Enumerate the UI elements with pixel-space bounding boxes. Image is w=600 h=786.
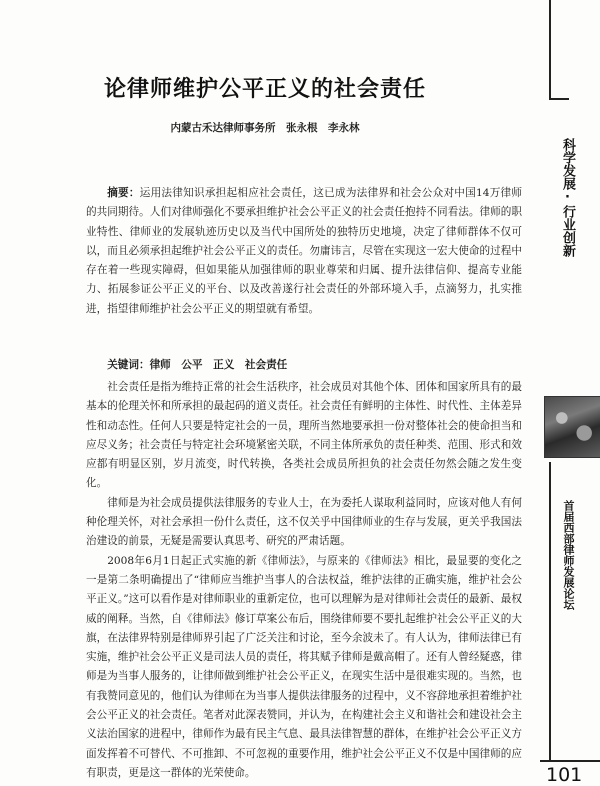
abstract	[86, 184, 522, 319]
article-body	[86, 378, 522, 783]
abstract-text: 运用法律知识承担起相应社会责任，这已成为法律界和社会公众对中国14万律师的共同期待。人们对律师强化不要承担维护社会公平正义的社会责任抱持不同看法。律师的职业特性、律师业的发展轨迹历史以及当代中国所处的独特历史地境，决定了律师群体不仅可以，而且必须承担起维护社会公平正义的责任。勿庸讳言，尽管在实现这一宏大使命的过程中存在着一些现实障碍，但如果能从加强律师的职业尊荣和归属、提升法律信仰、提高专业能力、拓展参证公平正义的平台、以及改善遂行社会责任的外部环境入手，点滴努力，扎实推进，指望律师维护社会公平正义的期望就有希望。	[86, 187, 522, 315]
article-authors: 内蒙古禾达律师事务所 张永根 李永林	[170, 122, 360, 134]
keywords-label: 关键词：	[107, 359, 150, 371]
abstract-label: 摘要：	[107, 187, 140, 199]
page-number-rule	[540, 760, 600, 762]
keywords-text: 律师 公平 正义 社会责任	[149, 359, 288, 371]
sidebar-photo	[544, 396, 600, 458]
body-paragraph-1: 社会责任是指为维持正常的社会生活秩序，社会成员对其他个体、团体和国家所具有的最基本的伦理关怀和所承担的最起码的道义责任。社会责任有鲜明的主体性、时代性、主体差异性和动态性。任何人只要是特定社会的一员，理所当然地要承担一份对整体社会的使命担当和应尽义务；社会责任与特定社会环境紧密关联，不同主体所承负的责任种类、范围、形式和效应都有明显区别，岁月流变，时代转换，各类社会成员所担负的社会责任勿然会随之发生变化。	[86, 381, 522, 490]
body-paragraph-3: 2008年6月1日起正式实施的新《律师法》，与原来的《律师法》相比，最显要的变化之一是第二条明确提出了“律师应当维护当事人的合法权益，维护法律的正确实施，维护社会公平正义。”这可以看作是对律师职业的重新定位，也可以理解为是对律师社会责任的最新、最权威的阐释。当然，自《律师法》修订草案公布后，围绕律师要不要扎起维护社会公平正义的大旗，在法律界特别是律师界引起了广泛关注和讨论，至今余波未了。有人认为，律师法律已有实施，维护社会公平正义是司法人员的责任，将其赋予律师是戴高帽了。还有人曾经疑惑，律师是为当事人服务的，让律师做到维护社会公平正义，在现实生活中是很难实现的。当然，也有我赞同意见的，他们认为律师在为当事人提供法律服务的过程中，义不容辞地承担着维护社会公平正义的社会责任。笔者对此深表赞同，并认为，在构建社会主义和谐社会和建设社会主义法治国家的进程中，律师作为最有民主气息、最具法律智慧的群体，在维护社会公平正义方面发挥着不可替代、不可推卸、不可忽视的重要作用，维护社会公平正义不仅是中国律师的应有职责，更是这一群体的光荣使命。	[86, 554, 522, 779]
page-number: 101	[546, 764, 583, 786]
article-title: 论律师维护公平正义的社会责任	[103, 77, 426, 102]
sidebar-rule-top-short	[549, 98, 569, 100]
sidebar-rule-middle	[549, 462, 551, 762]
body-paragraph-2: 律师是为社会成员提供法律服务的专业人士，在为委托人谋取利益同时，应该对他人有何种伦理关怀，对社会承担一份什么责任，这不仅关乎中国律师业的生存与发展，更关乎我国法治建设的前景，无疑是需要认真思考、研究的严肃话题。	[86, 496, 522, 548]
sidebar-rule-top	[549, 0, 551, 98]
keywords	[86, 356, 522, 375]
sidebar-section-bottom: 首届西部律师发展论坛	[562, 500, 575, 610]
sidebar-section-top: 科学发展·行业创新	[560, 138, 575, 257]
